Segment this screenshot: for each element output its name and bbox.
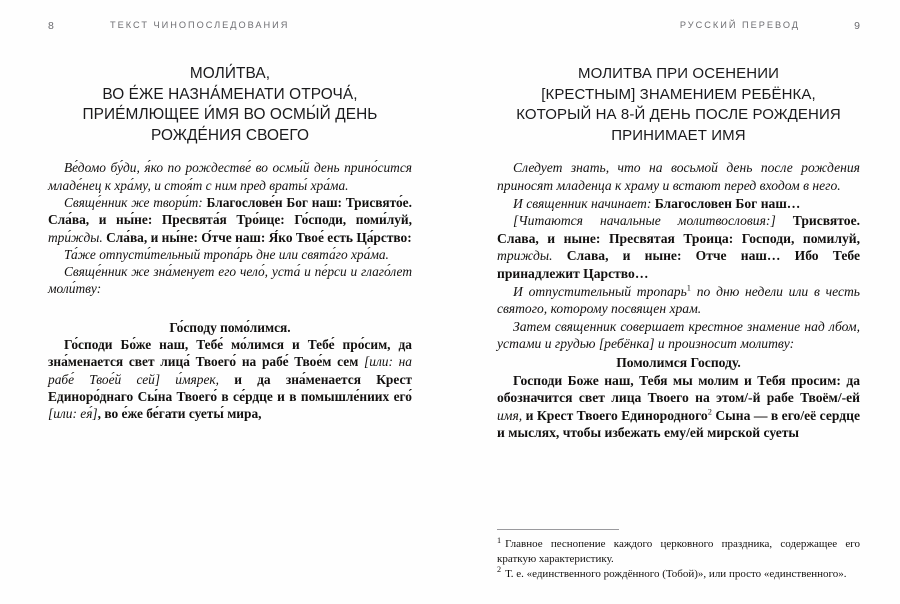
footnote-text: Главное песнопение каждого церковного праздника, содержащее его краткую характеристику. <box>497 538 860 565</box>
right-running-head-text: РУССКИЙ ПЕРЕВОД <box>679 20 800 30</box>
left-title-line-2: ВО Е́ЖЕ НАЗНА́МЕНАТИ ОТРОЧА́, <box>102 85 358 103</box>
right-prayer-text <box>497 372 860 442</box>
text-run: Сына — в его/её сердце и мыслях, чтобы избежать ему/ей мирской суеты <box>497 407 860 441</box>
text-run: [или: на рабе́ Твое́й сей] <box>48 354 413 387</box>
text-run: , во е́же бе́гати суеты́ мира, <box>97 406 262 422</box>
text-run: И отпустительный тропарь <box>513 283 687 299</box>
text-run: Свяще́нник же твори́т: <box>64 194 207 210</box>
right-body <box>497 159 860 442</box>
text-run: Благослове́н Бог наш: Трисвято́е. Сла́ва, и ны́не: Пресвята́я Тро́ице: Го́споди, поми́луй, <box>48 194 412 228</box>
right-paragraph <box>497 283 860 318</box>
left-paragraph <box>48 246 412 263</box>
left-centered-heading: Го́споду помо́лимся. <box>169 319 291 335</box>
footnote-reference: 1 <box>686 283 691 292</box>
left-paragraph <box>48 263 412 298</box>
text-run: и́мярек, <box>160 371 219 387</box>
text-run: Слава, и ныне: Отче наш… Ибо Тебе принадлежит Царство… <box>497 248 860 281</box>
footnote-reference: 2 <box>707 407 712 417</box>
text-run: имя, <box>497 407 523 423</box>
text-run: Ве́домо бу́ди, я́ко по рождестве́ во осмы́й день прино́сится младе́нец к хра́му, и стоя́т с ним пред враты́ хра́ма. <box>48 160 412 193</box>
left-body <box>48 159 412 422</box>
right-centered-heading: Помолимся Господу. <box>616 354 741 370</box>
footnote-separator-rule <box>497 529 619 530</box>
text-run: Следует знать, что на восьмой день после рождения приносят младенца к храму и встают перед входом в него. <box>497 160 860 193</box>
right-paragraph <box>497 212 860 282</box>
left-paragraph <box>48 159 412 194</box>
left-folio: 8 <box>48 20 54 32</box>
footnote-number: 1 <box>497 535 502 545</box>
text-run: Трисвятое. Слава, и ныне: Пресвятая Троица: Господи, помилуй, <box>497 213 860 246</box>
right-title-line-3: КОТОРЫЙ НА 8-Й ДЕНЬ ПОСЛЕ РОЖДЕНИЯ <box>516 106 841 124</box>
text-run: [или: ея́] <box>48 406 98 422</box>
right-title-line-2: [КРЕСТНЫМ] ЗНАМЕНИЕМ РЕБЁНКА, <box>541 85 816 103</box>
left-paragraph <box>48 194 412 246</box>
left-title-line-1: МОЛИ́ТВА, <box>189 65 271 82</box>
text-run: Господи Боже наш, Тебя мы молим и Тебя просим: да обозначится свет лица Твоего на этом/-й рабе Твоём/-ей <box>497 372 860 406</box>
right-paragraph <box>497 195 860 213</box>
text-run: [Читаются начальные молитвословия:] <box>513 213 776 229</box>
right-title-line-4: ПРИНИМАЕТ ИМЯ <box>611 126 746 144</box>
right-folio: 9 <box>854 20 860 32</box>
left-running-head <box>48 0 412 54</box>
footnote-item <box>497 537 860 565</box>
text-run: И священник начинает: <box>513 195 655 211</box>
text-run: и Крест Твоего Единородного <box>522 407 708 423</box>
left-running-head-text: ТЕКСТ ЧИНОПОСЛЕДОВАНИЯ <box>110 20 290 30</box>
text-run: по дню недели или в честь святого, которому посвящен храм. <box>497 283 860 317</box>
text-run: Благословен Бог наш… <box>654 195 801 211</box>
right-page-title <box>497 64 860 146</box>
text-run: Сла́ва, и ны́не: О́тче наш: Я́ко Твое́ есть Ца́рство: <box>102 229 412 245</box>
right-paragraph <box>497 318 860 353</box>
text-run: Та́же отпусти́тельный тропа́рь дне или свята́го хра́ма. <box>64 246 389 262</box>
left-title-line-3: ПРИЕ́МЛЮЩЕЕ И́МЯ ВО ОСМЫ́Й ДЕНЬ <box>82 106 378 124</box>
right-page <box>450 0 900 604</box>
footnote-area <box>497 529 860 582</box>
right-running-head <box>497 0 860 54</box>
footnote-number: 2 <box>497 565 502 575</box>
left-prayer-text <box>48 336 412 422</box>
text-run: Затем священник совершает крестное знамение над лбом, устами и грудью [ребёнка] и произносит молитву: <box>497 318 860 352</box>
text-run: Го́споди Бо́же наш, Тебе́ мо́лимся и Тебе́ про́сим, да зна́менается свет лица́ Твоего́ на рабе́ Твое́м сем <box>48 337 412 370</box>
text-run: Свяще́нник же зна́менует его чело́, уста́ и пе́рси и глаго́лет моли́тву: <box>48 264 412 297</box>
text-run: три́жды. <box>48 229 103 245</box>
left-title-line-4: РОЖДЕ́НИЯ СВОЕГО <box>150 126 310 144</box>
footnote-text: Т. е. «единственного рождённого (Тобой)», или просто «единственного». <box>505 567 847 580</box>
right-title-line-1: МОЛИТВА ПРИ ОСЕНЕНИИ <box>578 65 779 82</box>
text-run: и да зна́менается Крест Единоро́днаго Сы́на Твоего́ в се́рдце и в помышле́ниих его́ <box>48 371 412 404</box>
right-paragraph <box>497 159 860 194</box>
footnote-item <box>497 567 860 581</box>
text-run: трижды. <box>497 248 553 264</box>
left-page-title <box>48 64 412 146</box>
